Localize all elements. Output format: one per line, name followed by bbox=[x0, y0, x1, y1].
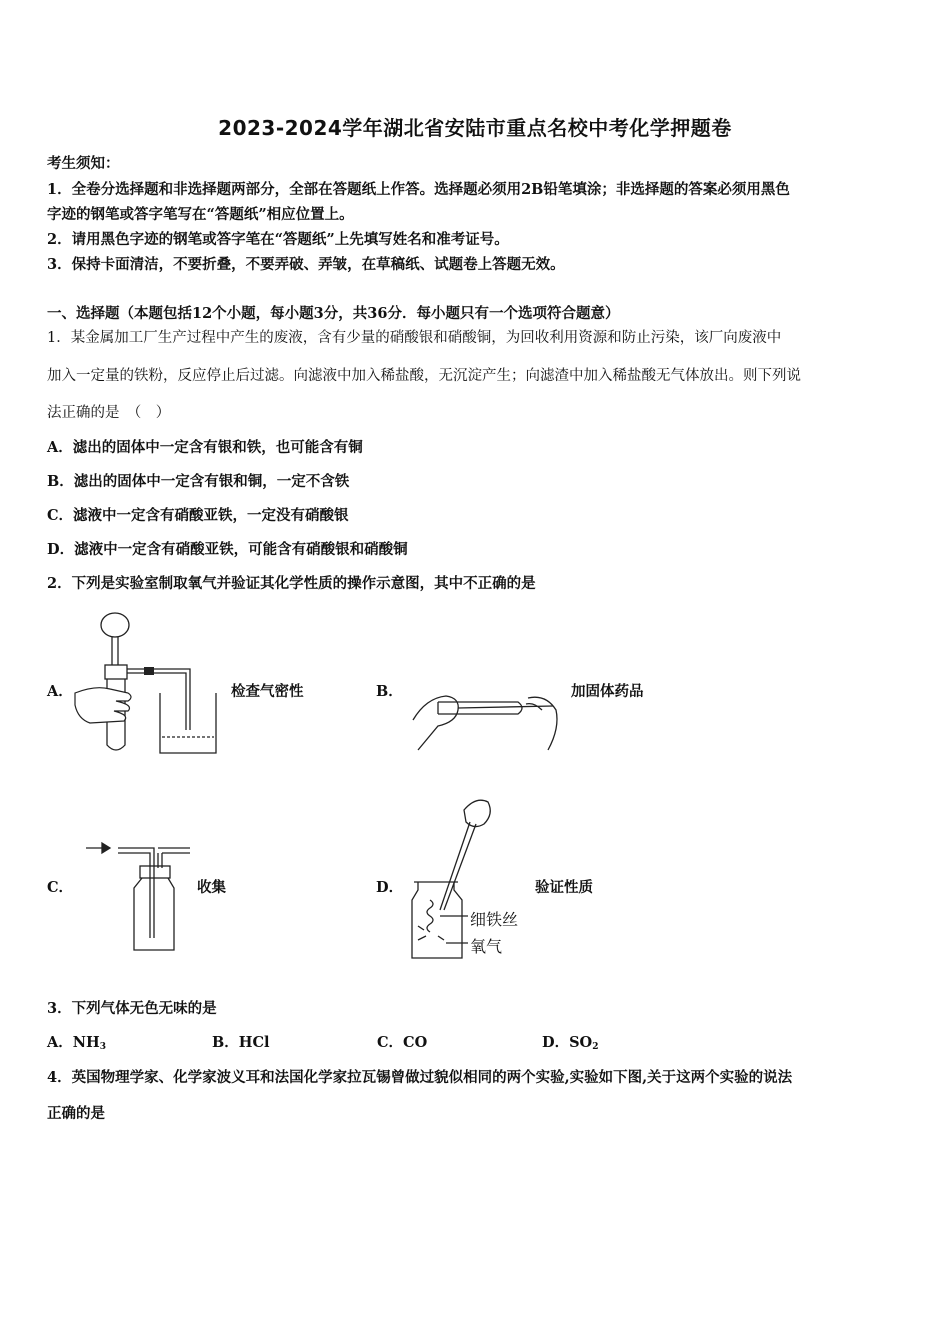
q1-option-a: A．滤出的固体中一定含有银和铁，也可能含有铜 bbox=[47, 439, 363, 456]
q2-b-letter: B． bbox=[376, 683, 403, 700]
q1-stem-line-1: 1．某金属加工厂生产过程中产生的废液，含有少量的硝酸银和硝酸铜，为回收利用资源和防止污染，该厂向废液中 bbox=[47, 330, 782, 346]
q3-option-a bbox=[47, 1031, 106, 1052]
q3-option-d-subscript: 2 bbox=[592, 1042, 599, 1052]
gas-collection-figure bbox=[84, 838, 194, 956]
q3-option-a-text: A．NH bbox=[47, 1034, 100, 1051]
add-solid-reagent-figure bbox=[408, 680, 566, 755]
q2-d-label: 验证性质 bbox=[535, 879, 593, 896]
q3-option-d bbox=[542, 1031, 598, 1052]
fig-label-iron-wire: 细铁丝 bbox=[470, 910, 519, 929]
q4-stem-line-2: 正确的是 bbox=[47, 1105, 105, 1122]
q2-c-label: 收集 bbox=[197, 879, 226, 896]
q2-b-label: 加固体药品 bbox=[571, 683, 644, 700]
notice-line-3: 3．保持卡面清洁，不要折叠，不要弄破、弄皱，在草稿纸、试题卷上答题无效。 bbox=[47, 256, 565, 273]
q3-option-a-subscript: 3 bbox=[99, 1042, 106, 1052]
q1-stem-line-2: 加入一定量的铁粉，反应停止后过滤。向滤液中加入稀盐酸，无沉淀产生；向滤渣中加入稀盐酸无气体放出。则下列说 bbox=[47, 368, 801, 384]
q2-stem: 2．下列是实验室制取氧气并验证其化学性质的操作示意图，其中不正确的是 bbox=[47, 575, 536, 592]
q1-stem-line-3: 法正确的是 （ ） bbox=[47, 405, 171, 421]
fig-label-oxygen: 氧气 bbox=[470, 937, 503, 956]
q3-option-b: B．HCl bbox=[212, 1034, 270, 1051]
airtightness-check-figure bbox=[70, 605, 230, 755]
section-heading: 一、选择题（本题包括12个小题，每小题3分，共36分．每小题只有一个选项符合题意） bbox=[47, 305, 620, 322]
q3-stem: 3．下列气体无色无味的是 bbox=[47, 1000, 217, 1017]
q2-d-letter: D． bbox=[376, 879, 404, 896]
q1-option-d: D．滤液中一定含有硝酸亚铁，可能含有硝酸银和硝酸铜 bbox=[47, 541, 408, 558]
iron-wire-oxygen-figure bbox=[404, 790, 534, 962]
notice-line-1a: 1．全卷分选择题和非选择题两部分，全部在答题纸上作答。选择题必须用2B铅笔填涂；非选择题的答案必须用黑色 bbox=[47, 181, 790, 198]
page-title: 2023-2024学年湖北省安陆市重点名校中考化学押题卷 bbox=[218, 116, 732, 140]
q1-option-b: B．滤出的固体中一定含有银和铜，一定不含铁 bbox=[47, 473, 350, 490]
q3-option-c: C．CO bbox=[377, 1034, 428, 1051]
q1-option-c: C．滤液中一定含有硝酸亚铁，一定没有硝酸银 bbox=[47, 507, 349, 524]
q4-stem-line-1: 4．英国物理学家、化学家波义耳和法国化学家拉瓦锡曾做过貌似相同的两个实验,实验如下图,关于这两个实验的说法 bbox=[47, 1069, 793, 1086]
notice-line-2: 2．请用黑色字迹的钢笔或答字笔在“答题纸”上先填写姓名和准考证号。 bbox=[47, 231, 509, 248]
q2-a-letter: A． bbox=[47, 683, 73, 700]
notice-line-1b: 字迹的钢笔或答字笔写在“答题纸”相应位置上。 bbox=[47, 206, 354, 223]
q2-a-label: 检查气密性 bbox=[231, 683, 304, 700]
q2-c-letter: C． bbox=[47, 879, 74, 896]
notice-heading: 考生须知： bbox=[47, 155, 120, 172]
q3-option-d-text: D．SO bbox=[542, 1034, 593, 1051]
